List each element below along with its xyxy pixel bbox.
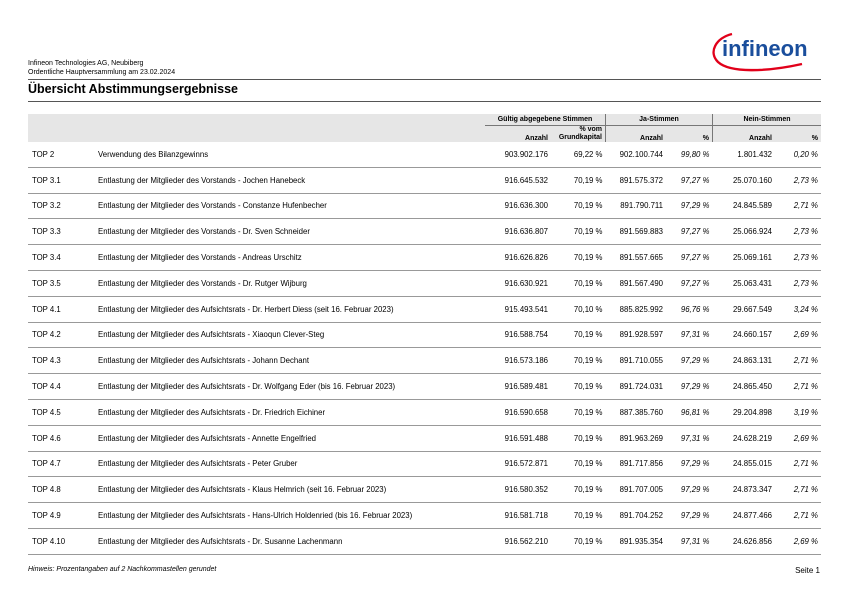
description-cell: Entlastung der Mitglieder des Aufsichtsrats - Xiaoqun Clever-Steg [95,322,485,348]
agenda-item-cell: TOP 4.5 [28,399,95,425]
valid-pct-cell: 70,19 % [551,374,606,400]
yes-count-cell: 891.704.252 [606,503,667,529]
no-pct-cell: 2,71 % [775,477,821,503]
header-valid-pct-line1: % vom [579,126,602,133]
no-pct-cell: 2,71 % [775,503,821,529]
no-pct-cell: 2,73 % [775,219,821,245]
no-count-cell: 24.877.466 [713,503,776,529]
no-pct-cell: 3,19 % [775,399,821,425]
table-row [28,374,821,400]
header-no-count: Anzahl [713,126,776,143]
table-row [28,399,821,425]
valid-pct-cell: 70,19 % [551,399,606,425]
no-count-cell: 25.070.160 [713,167,776,193]
logo-text: infineon [722,36,808,61]
header-valid-count: Anzahl [485,126,551,143]
table-row [28,451,821,477]
footnote: Hinweis: Prozentangaben auf 2 Nachkommastellen gerundet [28,566,217,573]
table-row [28,270,821,296]
yes-count-cell: 902.100.744 [606,142,667,167]
company-info [28,60,175,77]
agenda-item-cell: TOP 4.10 [28,528,95,554]
no-pct-cell: 2,73 % [775,245,821,271]
no-count-cell: 1.801.432 [713,142,776,167]
table-row [28,193,821,219]
valid-pct-cell: 70,19 % [551,425,606,451]
description-cell: Verwendung des Bilanzgewinns [95,142,485,167]
header-valid-votes: Gültig abgegebene Stimmen [485,114,606,126]
valid-count-cell: 916.590.658 [485,399,551,425]
meeting-date: Ordentliche Hauptversammlung am 23.02.2024 [28,68,176,76]
header-no-votes: Nein-Stimmen [713,114,822,126]
table-row [28,425,821,451]
description-cell: Entlastung der Mitglieder des Aufsichtsrats - Peter Gruber [95,451,485,477]
description-cell: Entlastung der Mitglieder des Vorstands - Dr. Rutger Wijburg [95,270,485,296]
header-blank-top [28,114,95,126]
yes-count-cell: 891.569.883 [606,219,667,245]
yes-pct-cell: 96,81 % [666,399,713,425]
yes-count-cell: 891.707.005 [606,477,667,503]
yes-count-cell: 891.575.372 [606,167,667,193]
table-row [28,322,821,348]
yes-count-cell: 891.567.490 [606,270,667,296]
valid-count-cell: 916.636.300 [485,193,551,219]
yes-pct-cell: 97,29 % [666,451,713,477]
valid-count-cell: 916.581.718 [485,503,551,529]
no-pct-cell: 2,71 % [775,451,821,477]
yes-pct-cell: 97,29 % [666,503,713,529]
agenda-item-cell: TOP 4.9 [28,503,95,529]
table-row [28,296,821,322]
agenda-item-cell: TOP 4.2 [28,322,95,348]
yes-count-cell: 891.717.856 [606,451,667,477]
agenda-item-cell: TOP 4.3 [28,348,95,374]
no-count-cell: 29.204.898 [713,399,776,425]
no-count-cell: 24.628.219 [713,425,776,451]
description-cell: Entlastung der Mitglieder des Aufsichtsrats - Annette Engelfried [95,425,485,451]
header-blank-desc [95,114,485,126]
header-valid-pct-line2: Grundkapital [558,134,602,141]
description-cell: Entlastung der Mitglieder des Vorstands - Jochen Hanebeck [95,167,485,193]
no-pct-cell: 2,71 % [775,348,821,374]
valid-count-cell: 916.630.921 [485,270,551,296]
agenda-item-cell: TOP 2 [28,142,95,167]
no-count-cell: 25.066.924 [713,219,776,245]
valid-count-cell: 916.591.488 [485,425,551,451]
yes-pct-cell: 97,29 % [666,193,713,219]
valid-pct-cell: 69,22 % [551,142,606,167]
valid-count-cell: 916.588.754 [485,322,551,348]
yes-count-cell: 891.963.269 [606,425,667,451]
infineon-logo [706,24,821,74]
valid-count-cell: 916.572.871 [485,451,551,477]
header-valid-pct [551,126,606,143]
valid-count-cell: 916.580.352 [485,477,551,503]
yes-pct-cell: 96,76 % [666,296,713,322]
description-cell: Entlastung der Mitglieder des Aufsichtsrats - Hans-Ulrich Holdenried (bis 16. Februar 2023) [95,503,485,529]
description-cell: Entlastung der Mitglieder des Aufsichtsrats - Dr. Herbert Diess (seit 16. Februar 2023) [95,296,485,322]
yes-count-cell: 891.710.055 [606,348,667,374]
yes-pct-cell: 97,27 % [666,270,713,296]
voting-results-table [28,114,821,555]
yes-count-cell: 885.825.992 [606,296,667,322]
valid-pct-cell: 70,19 % [551,503,606,529]
yes-pct-cell: 97,29 % [666,477,713,503]
description-cell: Entlastung der Mitglieder des Aufsichtsrats - Johann Dechant [95,348,485,374]
valid-pct-cell: 70,19 % [551,245,606,271]
valid-count-cell: 903.902.176 [485,142,551,167]
description-cell: Entlastung der Mitglieder des Aufsichtsrats - Dr. Wolfgang Eder (bis 16. Februar 2023) [95,374,485,400]
description-cell: Entlastung der Mitglieder des Aufsichtsrats - Dr. Friedrich Eichiner [95,399,485,425]
yes-pct-cell: 97,29 % [666,348,713,374]
table-row [28,348,821,374]
agenda-item-cell: TOP 3.2 [28,193,95,219]
table-body [28,142,821,554]
header-divider [28,79,821,80]
table-row [28,219,821,245]
no-pct-cell: 2,73 % [775,167,821,193]
no-count-cell: 25.063.431 [713,270,776,296]
table-row [28,477,821,503]
yes-count-cell: 887.385.760 [606,399,667,425]
valid-pct-cell: 70,19 % [551,270,606,296]
valid-count-cell: 916.645.532 [485,167,551,193]
no-pct-cell: 2,71 % [775,193,821,219]
yes-pct-cell: 97,31 % [666,322,713,348]
company-name: Infineon Technologies AG, Neubiberg [28,60,144,67]
valid-pct-cell: 70,10 % [551,296,606,322]
agenda-item-cell: TOP 3.5 [28,270,95,296]
valid-count-cell: 916.562.210 [485,528,551,554]
table-row [28,167,821,193]
description-cell: Entlastung der Mitglieder des Vorstands - Andreas Urschitz [95,245,485,271]
yes-pct-cell: 97,27 % [666,219,713,245]
page-title: Übersicht Abstimmungsergebnisse [28,82,239,96]
yes-count-cell: 891.790.711 [606,193,667,219]
description-cell: Entlastung der Mitglieder des Vorstands - Constanze Hufenbecher [95,193,485,219]
description-cell: Entlastung der Mitglieder des Vorstands - Dr. Sven Schneider [95,219,485,245]
agenda-item-cell: TOP 3.3 [28,219,95,245]
header-no-pct: % [775,126,821,143]
no-pct-cell: 2,71 % [775,374,821,400]
agenda-item-cell: TOP 3.1 [28,167,95,193]
valid-pct-cell: 70,19 % [551,322,606,348]
yes-count-cell: 891.557.665 [606,245,667,271]
header-yes-count: Anzahl [606,126,667,143]
description-cell: Entlastung der Mitglieder des Aufsichtsrats - Dr. Susanne Lachenmann [95,528,485,554]
agenda-item-cell: TOP 4.1 [28,296,95,322]
valid-pct-cell: 70,19 % [551,193,606,219]
no-count-cell: 24.626.856 [713,528,776,554]
no-count-cell: 24.873.347 [713,477,776,503]
no-pct-cell: 2,69 % [775,322,821,348]
header-yes-pct: % [666,126,713,143]
valid-pct-cell: 70,19 % [551,528,606,554]
valid-count-cell: 916.636.807 [485,219,551,245]
yes-pct-cell: 97,31 % [666,528,713,554]
agenda-item-cell: TOP 4.7 [28,451,95,477]
title-divider [28,101,821,102]
header-blank-top-2 [28,126,95,143]
yes-count-cell: 891.928.597 [606,322,667,348]
header-blank-desc-2 [95,126,485,143]
yes-pct-cell: 99,80 % [666,142,713,167]
no-count-cell: 24.863.131 [713,348,776,374]
valid-pct-cell: 70,19 % [551,167,606,193]
yes-pct-cell: 97,27 % [666,245,713,271]
no-pct-cell: 2,69 % [775,425,821,451]
agenda-item-cell: TOP 4.4 [28,374,95,400]
page-number: Seite 1 [795,566,820,575]
valid-count-cell: 916.589.481 [485,374,551,400]
valid-pct-cell: 70,19 % [551,348,606,374]
yes-count-cell: 891.935.354 [606,528,667,554]
header-yes-votes: Ja-Stimmen [606,114,713,126]
valid-pct-cell: 70,19 % [551,477,606,503]
yes-pct-cell: 97,29 % [666,374,713,400]
agenda-item-cell: TOP 4.8 [28,477,95,503]
yes-pct-cell: 97,31 % [666,425,713,451]
no-count-cell: 25.069.161 [713,245,776,271]
agenda-item-cell: TOP 3.4 [28,245,95,271]
no-count-cell: 24.865.450 [713,374,776,400]
valid-count-cell: 916.626.826 [485,245,551,271]
no-count-cell: 24.855.015 [713,451,776,477]
yes-count-cell: 891.724.031 [606,374,667,400]
table-row [28,142,821,167]
table-row [28,503,821,529]
no-pct-cell: 0,20 % [775,142,821,167]
no-count-cell: 24.845.589 [713,193,776,219]
valid-pct-cell: 70,19 % [551,219,606,245]
no-count-cell: 24.660.157 [713,322,776,348]
table-row [28,245,821,271]
no-pct-cell: 3,24 % [775,296,821,322]
agenda-item-cell: TOP 4.6 [28,425,95,451]
description-cell: Entlastung der Mitglieder des Aufsichtsrats - Klaus Helmrich (seit 16. Februar 2023) [95,477,485,503]
valid-count-cell: 916.573.186 [485,348,551,374]
no-count-cell: 29.667.549 [713,296,776,322]
valid-count-cell: 915.493.541 [485,296,551,322]
valid-pct-cell: 70,19 % [551,451,606,477]
table-row [28,528,821,554]
yes-pct-cell: 97,27 % [666,167,713,193]
no-pct-cell: 2,69 % [775,528,821,554]
no-pct-cell: 2,73 % [775,270,821,296]
